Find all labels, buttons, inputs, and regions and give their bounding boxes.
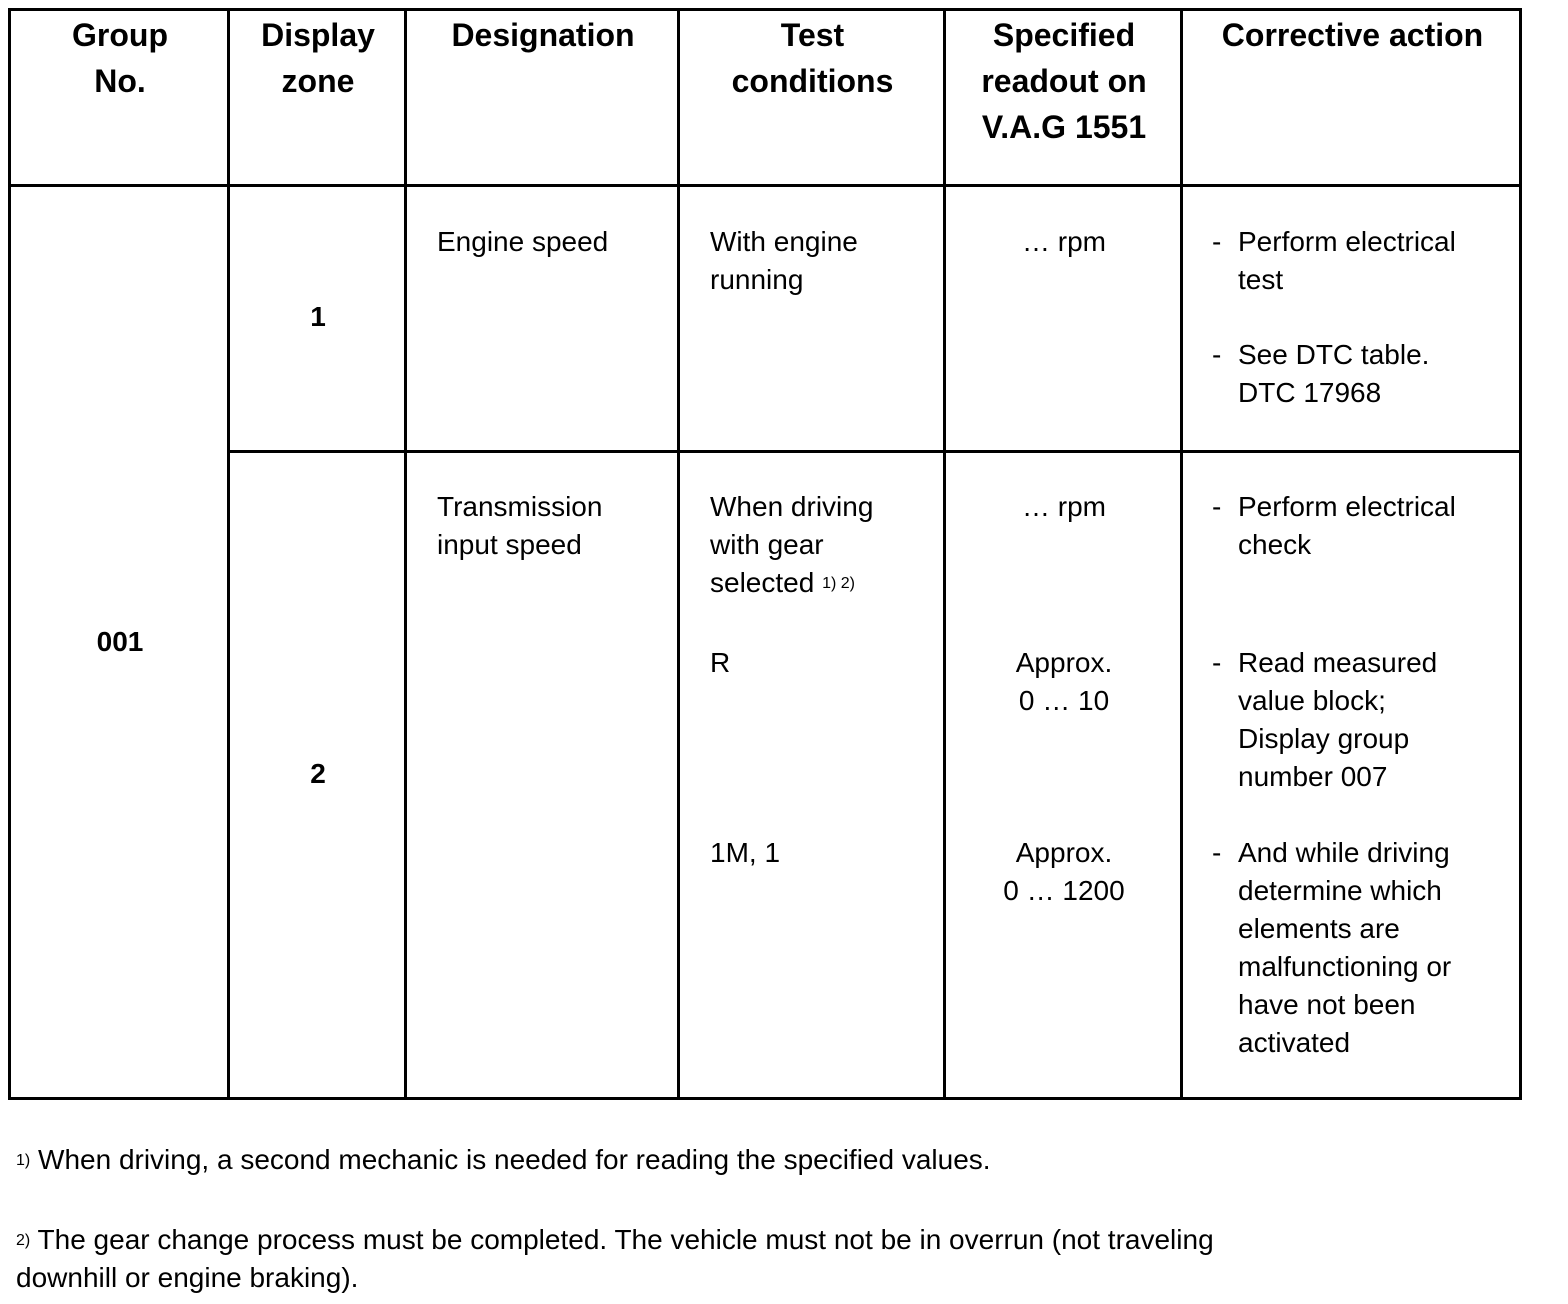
- col-divider: [227, 11, 230, 1097]
- gear-r-action: Read measured value block; Display group number 007: [1238, 647, 1438, 792]
- footnote-1: $^{1)}$ When driving, a second mechanic is needed for reading the specified values.: [16, 1144, 991, 1175]
- col-divider: [677, 11, 680, 1097]
- gear-1m-condition: 1M, 1: [710, 837, 781, 868]
- header-designation: Designation: [451, 17, 635, 53]
- bullet-dash: -: [1212, 491, 1222, 522]
- bullet-dash: -: [1212, 226, 1222, 257]
- zone-2-action-1: Perform electrical check: [1238, 491, 1456, 560]
- zone-2-designation: Transmission input speed: [437, 491, 603, 560]
- col-divider: [404, 11, 407, 1097]
- gear-1m-action: And while driving determine which elements are malfunctioning or have not been activated: [1238, 837, 1452, 1058]
- zone-2-number: 2: [310, 758, 326, 789]
- header-display-zone: Display zone: [261, 17, 375, 99]
- gear-r-readout: Approx. 0 … 10: [1015, 647, 1113, 716]
- group-number: 001: [96, 626, 144, 657]
- zone-1-action-1: Perform electrical test: [1238, 226, 1456, 295]
- zone-1-readout: … rpm: [1022, 226, 1106, 257]
- header-divider: [11, 184, 1519, 187]
- bullet-dash: -: [1212, 647, 1222, 678]
- gear-1m-readout: Approx. 0 … 1200: [1003, 837, 1125, 906]
- bullet-dash: -: [1212, 837, 1222, 868]
- zone-1-designation: Engine speed: [437, 226, 609, 257]
- header-test-conditions: Test conditions: [731, 17, 894, 99]
- row-divider: [227, 450, 1519, 453]
- zone-2-test-conditions: When driving with gear selected $^{1) 2)}$: [710, 491, 874, 598]
- zone-1-action-2: See DTC table. DTC 17968: [1238, 339, 1430, 408]
- footnote-ref: 1) 2): [822, 575, 855, 592]
- header-group-no: Group No.: [72, 17, 168, 99]
- col-divider: [1180, 11, 1183, 1097]
- footnote-2-mark: 2): [16, 1232, 31, 1249]
- zone-1-test-conditions: With engine running: [710, 226, 858, 295]
- col-divider: [943, 11, 946, 1097]
- bullet-dash: -: [1212, 339, 1222, 370]
- header-specified-readout: Specified readout on V.A.G 1551: [981, 17, 1147, 145]
- footnote-2: $^{2)}$ The gear change process must be completed. The vehicle must not be in overrun (not traveling downhill or engine braking).: [16, 1224, 1214, 1293]
- header-corrective-action: Corrective action: [1221, 17, 1484, 53]
- zone-1-number: 1: [310, 301, 326, 332]
- footnote-1-mark: 1): [16, 1152, 31, 1169]
- zone-2-readout: … rpm: [1022, 491, 1106, 522]
- gear-r-condition: R: [710, 647, 731, 678]
